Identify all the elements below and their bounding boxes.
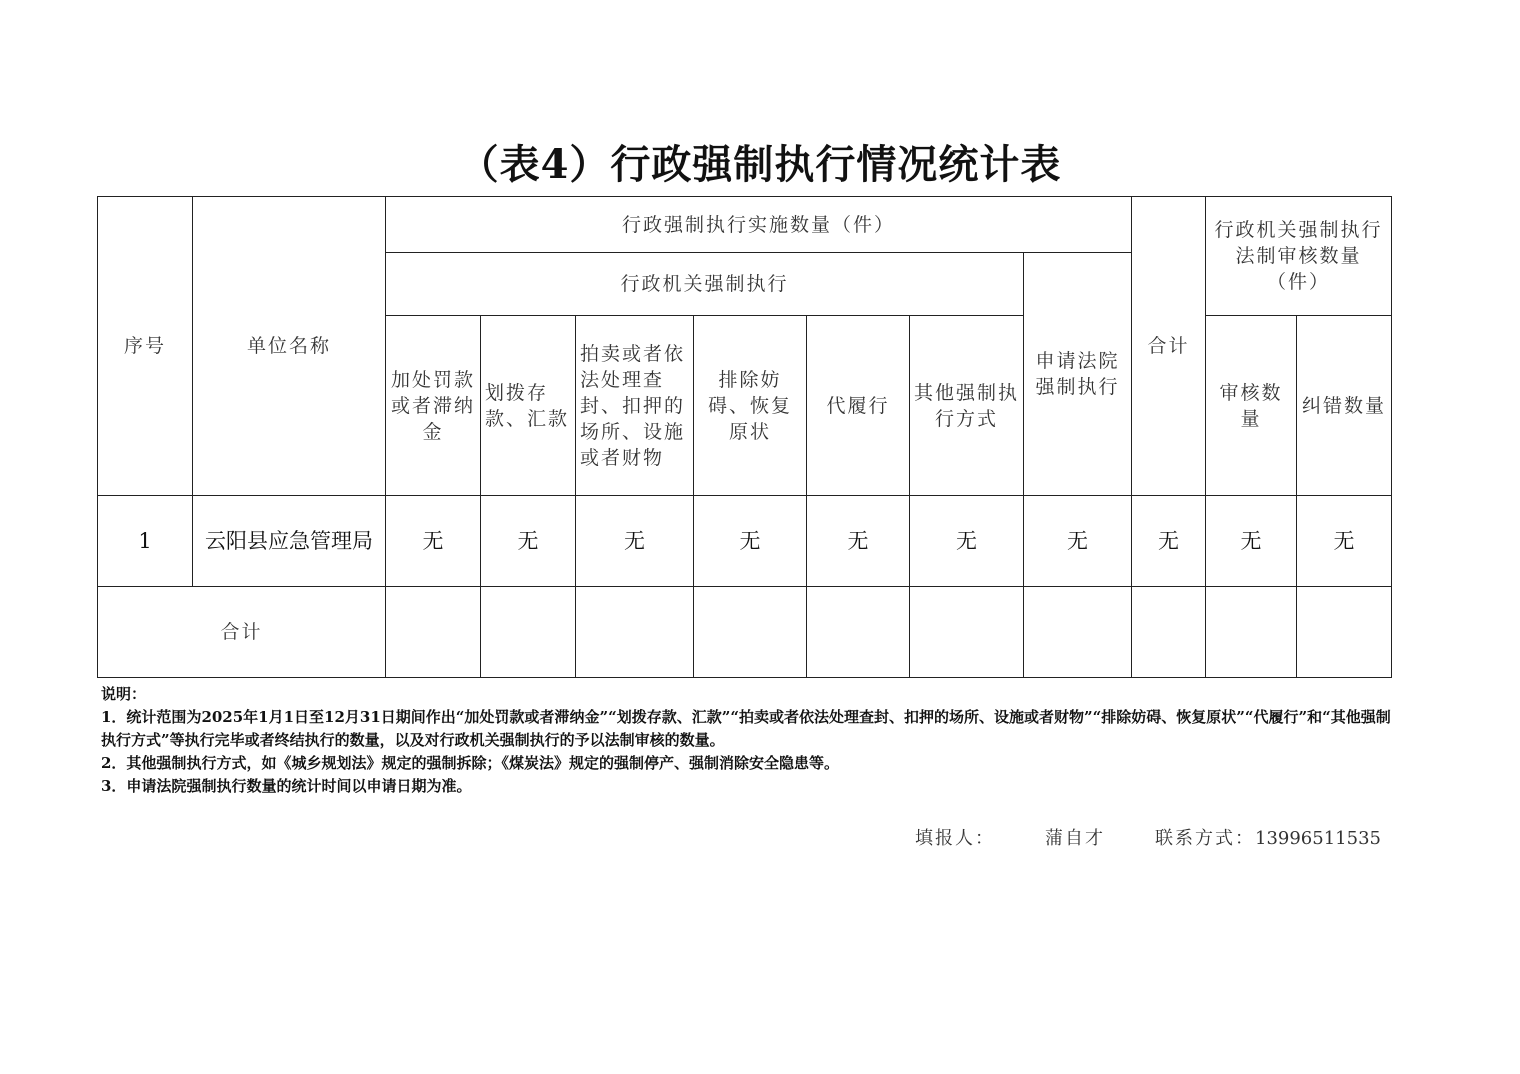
header-auction: 拍卖或者依法处理查封、扣押的场所、设施或者财物: [576, 316, 694, 496]
table-row: [98, 496, 1392, 587]
notes-heading: 说明：: [101, 685, 147, 703]
cell-other-methods: 无: [910, 496, 1024, 587]
header-transfer: 划拨存款、汇款: [481, 316, 576, 496]
cell-review-amount: 无: [1206, 496, 1297, 587]
cell-fine: 无: [386, 496, 481, 587]
header-other-methods: 其他强制执行方式: [910, 316, 1024, 496]
header-correction-amount: 纠错数量: [1297, 316, 1392, 496]
total-cell: [1297, 587, 1392, 678]
total-row: [98, 587, 1392, 678]
header-court-apply: 申请法院强制执行: [1024, 253, 1132, 496]
header-agency-enforce: 行政机关强制执行: [386, 253, 1024, 316]
header-review-count: 行政机关强制执行法制审核数量（件）: [1206, 197, 1392, 316]
note-item: 2．其他强制执行方式，如《城乡规划法》规定的强制拆除；《煤炭法》规定的强制停产、强制消除安全隐患等。: [101, 754, 839, 772]
header-total: 合计: [1132, 197, 1206, 496]
signer-line: [915, 824, 1381, 850]
total-cell: [694, 587, 807, 678]
cell-court-apply: 无: [1024, 496, 1132, 587]
total-cell: [576, 587, 694, 678]
total-cell: [1024, 587, 1132, 678]
cell-seq: 1: [98, 496, 193, 587]
cell-transfer: 无: [481, 496, 576, 587]
total-cell: [910, 587, 1024, 678]
cell-total: 无: [1132, 496, 1206, 587]
total-cell: [481, 587, 576, 678]
cell-unit: 云阳县应急管理局: [193, 496, 386, 587]
contact-label: 联系方式：: [1155, 828, 1255, 849]
header-implement-count: 行政强制执行实施数量（件）: [386, 197, 1132, 253]
total-cell: [386, 587, 481, 678]
filler-name: 蒲自才: [1045, 828, 1105, 849]
note-item: 1．统计范围为2025年1月1日至12月31日期间作出“加处罚款或者滞纳金”“划拨存款、汇款”“拍卖或者依法处理查封、扣押的场所、设施或者财物”“排除妨碍、恢复原状”“代履行”和“其他强制执行方式”等执行完毕或者终结执行的数量，以及对行政机关强制执行的予以法制审核的数量。: [101, 708, 1391, 749]
filler-label: 填报人：: [915, 828, 995, 849]
header-seq: 序号: [98, 197, 193, 496]
cell-remove-obstruction: 无: [694, 496, 807, 587]
header-review-amount: 审核数量: [1206, 316, 1297, 496]
total-cell: [1132, 587, 1206, 678]
cell-auction: 无: [576, 496, 694, 587]
header-remove-obstruction: 排除妨碍、恢复原状: [694, 316, 807, 496]
note-item: 3．申请法院强制执行数量的统计时间以申请日期为准。: [101, 777, 472, 795]
statistics-table: [97, 196, 1392, 678]
header-unit: 单位名称: [193, 197, 386, 496]
notes-section: [101, 683, 1391, 798]
page-title: （表4）行政强制执行情况统计表: [458, 141, 1062, 188]
total-label: 合计: [98, 587, 386, 678]
header-fine: 加处罚款或者滞纳金: [386, 316, 481, 496]
cell-correction-amount: 无: [1297, 496, 1392, 587]
cell-substitute: 无: [807, 496, 910, 587]
contact-value: 13996511535: [1255, 828, 1381, 849]
total-cell: [807, 587, 910, 678]
total-cell: [1206, 587, 1297, 678]
header-substitute: 代履行: [807, 316, 910, 496]
